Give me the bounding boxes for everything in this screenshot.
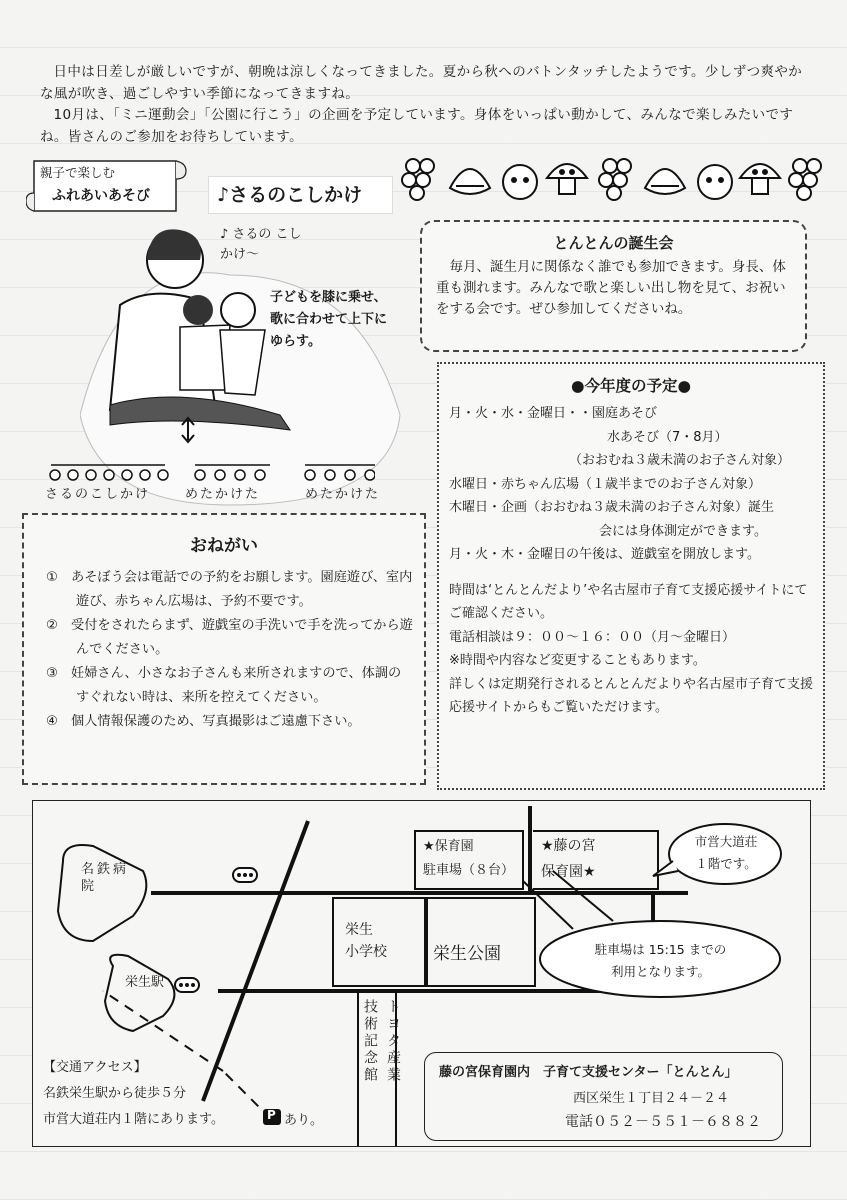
requests-box	[22, 513, 426, 785]
schedule-line: （おおむね３歳未満のお子さん対象）	[569, 453, 791, 468]
song-title: ♪さるのこしかけ	[208, 176, 393, 214]
parent-child-illustration	[45, 215, 410, 515]
intro-section	[40, 62, 815, 148]
access-title: 【交通アクセス】	[43, 1060, 147, 1075]
intro-paragraph-2: 10月は、「ミニ運動会」「公園に行こう」の企画を予定しています。身体をいっぱい動かして、みんなで楽しみたいですね。皆さんのご参加をお待ちしています。	[40, 107, 794, 145]
banner-line-2: ふれあいあそび	[52, 188, 150, 204]
address-box	[424, 1052, 783, 1141]
address-street: 西区栄生１丁目２４－２４	[573, 1091, 730, 1106]
birthday-box	[420, 220, 807, 352]
schedule-line: ※時間や内容など変更することもあります。	[449, 653, 706, 668]
schedule-line: 詳しくは定期発行されるとんとんだよりや名古屋市子育て支援応援サイトからもご覧いただけます。	[449, 676, 814, 715]
map-bubble-parking: 駐車場は 15:15 までの 利用となります。	[594, 942, 727, 979]
address-phone: 電話０５２－５５１－６８８２	[565, 1114, 761, 1130]
schedule-line: 月・火・木・金曜日の午後は、遊戯室を開放します。	[449, 547, 760, 562]
address-center: 藤の宮保育園内 子育て支援センター「とんとん」	[439, 1065, 738, 1080]
song-instruction: 子どもを膝に乗せ、歌に合わせて上下にゆらす。	[270, 290, 388, 349]
song-lyric: ♪ さるの こしかけ〜	[220, 227, 302, 262]
request-item: ④ 個人情報保護のため、写真撮影はご遠慮下さい。	[46, 714, 361, 729]
song-syllable-3: めたかけた	[305, 487, 381, 502]
play-banner	[26, 157, 186, 215]
schedule-line: 水あそび（7・8月）	[607, 429, 728, 445]
schedule-title: ●今年度の予定●	[570, 377, 692, 395]
schedule-line: 木曜日・企画（おおむね３歳未満のお子さん対象）誕生	[449, 500, 775, 515]
schedule-line: 月・火・水・金曜日・・園庭あそび	[449, 406, 658, 421]
parking-icon-letter: P	[267, 1108, 276, 1122]
request-item: ③ 妊婦さん、小さなお子さんも来所されますので、体調のすぐれない時は、来所を控えてください。	[46, 666, 402, 705]
parking-available: あり。	[284, 1113, 324, 1128]
map-parking-lot: ★保育園 駐車場（８台）	[423, 839, 515, 878]
banner-line-1: 親子で楽しむ	[40, 165, 116, 180]
request-item: ① あそぼう会は電話での予約をお願します。園庭遊び、室内遊び、赤ちゃん広場は、予約不要です。	[46, 570, 413, 609]
schedule-line: 電話相談は９：００〜１６：００（月〜金曜日）	[449, 629, 736, 645]
request-item: ② 受付をされたらまず、遊戯室の手洗いで手を洗ってから遊んでください。	[46, 618, 413, 657]
map-toyota-2: 技術記念館	[362, 999, 378, 1084]
birthday-title: とんとんの誕生会	[553, 234, 674, 252]
access-line-1: 名鉄栄生駅から徒歩５分	[43, 1086, 187, 1101]
intro-paragraph-1: 日中は日差しが厳しいですが、朝晩は涼しくなってきました。夏から秋へのバトンタッチしたようです。少しずつ爽やかな風が吹き、過ごしやすい季節になってきますね。	[40, 64, 803, 102]
song-syllable-1: さるのこしかけ	[45, 487, 151, 502]
schedule-line: 時間は‘とんとんだより’や名古屋市子育て支援応援サイトにてご確認ください。	[449, 582, 808, 621]
schedule-line: 会には身体測定ができます。	[599, 523, 767, 539]
schedule-line: 水曜日・赤ちゃん広場（１歳半までのお子さん対象）	[449, 476, 762, 492]
map-school: 栄生 小学校	[345, 922, 387, 960]
schedule-box	[437, 362, 825, 790]
access-line-2: 市営大道荘内１階にあります。	[43, 1112, 224, 1127]
map-park: 栄生公園	[433, 944, 501, 964]
map-fujinomiya: ★藤の宮 保育園★	[541, 838, 596, 880]
map-hospital: 名鉄病院	[81, 862, 130, 894]
birthday-body: 毎月、誕生月に関係なく誰でも参加できます。身長、体重も測れます。みんなで歌と楽しい出し物を見て、お祝いをする会です。ぜひ参加してくださいね。	[436, 259, 786, 317]
autumn-fruits-icon	[395, 150, 835, 205]
schedule-line	[439, 567, 823, 579]
song-syllable-2: めたかけた	[185, 487, 261, 502]
requests-title: おねがい	[190, 536, 258, 556]
map-station: 栄生駅	[125, 975, 165, 990]
map-toyota-1: トヨタ産業	[385, 999, 401, 1084]
map-bubble-building: 市営大道荘 １階です。	[694, 834, 758, 871]
